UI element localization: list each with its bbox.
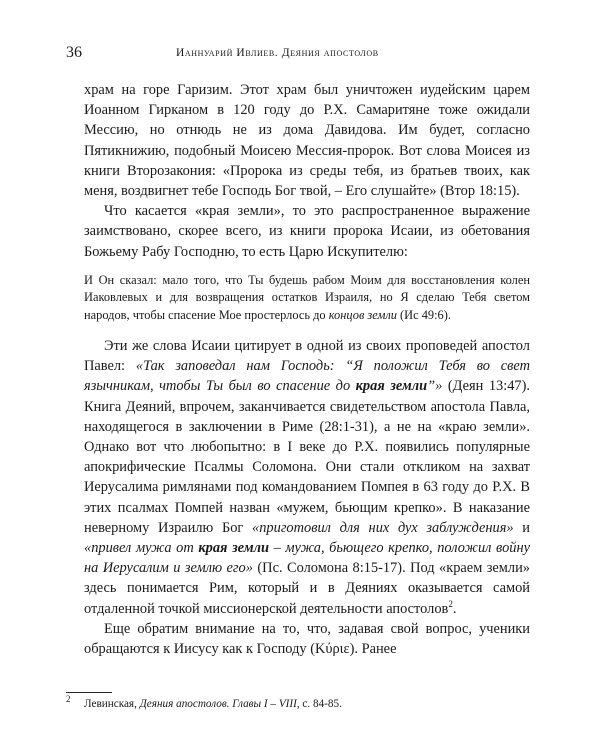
italic-run: «приготовил для них дух заблуждения»	[252, 519, 514, 536]
main-text	[84, 80, 530, 659]
footnote-divider	[66, 692, 112, 693]
text-run: (Пс. Соломона 8:15-17). Под «краем земли» здесь понимается Рим, который и в Деяниях оказывается самой отдаленной точкой миссионерской деятельности апостолов	[84, 560, 530, 617]
italic-run: «Так заповедал нам Господь: “Я положил Тебя во свет язычникам, чтобы Ты был во спасение до	[84, 358, 531, 395]
bold-run: края земли	[198, 540, 269, 557]
quote-italic-end: концов земли	[328, 307, 397, 322]
bold-run: края земли	[355, 378, 428, 395]
footnote-marker[interactable]: 2	[448, 598, 453, 609]
paragraph-2: Что касается «края земли», то это распространенное выражение заимствовано, скорее всего, из книги пророка Исаии, из обетования Божьему Рабу Господню, то есть Царю Искупителю:	[84, 203, 530, 260]
paragraph-3	[84, 336, 530, 619]
text-run: (Деян 13:47). Книга Деяний, впрочем, заканчивается свидетельством апостола Павла, находящегося в заключении в Риме (28:1-31), а не на «краю земли». Однако вот что любопытно: в I веке до Р.Х. появились популярные апокрифические Псалмы Соломона. Они стали откликом на захват Иерусалима римлянами под командованием Помпея в 63 году до Р.Х. В этих псалмах Помпей назван «мужем, бьющим крепко». В наказание неверному Израилю Бог	[84, 378, 531, 536]
italic-run: «привел мужа от	[84, 540, 199, 557]
italic-run: – мужа, бьющего крепко, положил войну на Иерусалим и землю его»	[84, 540, 530, 577]
paragraph-1: храм на горе Гаризим. Этот храм был уничтожен иудейским царем Иоанном Гирканом в 120 году до Р.Х. Самаритяне тоже ожидали Мессию, но отнюдь не из дома Давидова. Им будет, согласно Пятикнижию, подобный Моисею Мессия-пророк. Вот слова Моисея из книги Второзакония: «Пророка из среды тебя, из братьев твоих, как меня, воздвигнет тебе Господь Бог твой, – Его слушайте» (Втор 18:15).	[84, 82, 530, 200]
footnote: $^2$ Левинская, Деяния апостолов. Главы I – VIII, с. 84-85.	[66, 694, 342, 710]
page-header	[66, 44, 534, 66]
text-run: .	[452, 600, 457, 617]
italic-run: ”»	[427, 378, 443, 395]
quote-text: И Он сказал: мало того, что Ты будешь рабом Моим для восстановления колен Иаковлевых и для возвращения остатков Израиля, но Я сделаю Тебя светом народов, чтобы спасение Мое простерлось до	[84, 272, 530, 322]
footnote-author: Левинская,	[84, 698, 140, 710]
block-quote	[84, 272, 530, 324]
text-run: и	[513, 519, 530, 536]
text-run: Эти же слова Исаии цитирует в одной из своих проповедей апостол Павел:	[84, 338, 530, 375]
footnote-title: Деяния апостолов. Главы I – VIII	[139, 698, 297, 710]
paragraph-4: Еще обратим внимание на то, что, задавая свой вопрос, ученики обращаются к Иисусу как к Господу (Κύριε). Ранее	[84, 620, 530, 658]
footnote-pages: , с. 84-85.	[296, 698, 342, 710]
running-title: Ианнуарий Ивлиев. Деяния апостолов	[176, 47, 379, 59]
page-number: 36	[66, 44, 82, 61]
quote-reference: (Ис 49:6).	[396, 307, 451, 322]
